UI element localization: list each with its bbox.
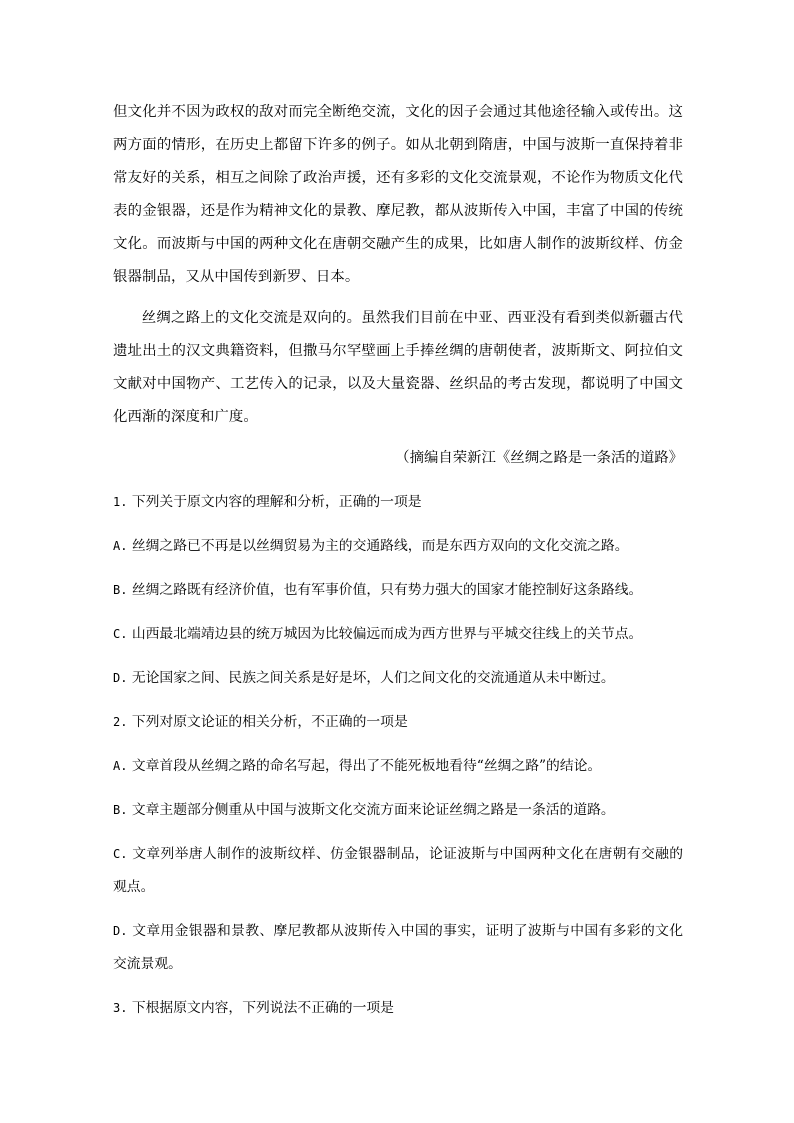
question-3-stem — [113, 992, 683, 1025]
option-letter: D. — [113, 924, 128, 938]
option-letter: D. — [113, 671, 128, 685]
question-text: 下列对原文论证的相关分析，不正确的一项是 — [131, 714, 408, 730]
option-letter: B. — [113, 803, 128, 817]
question-1-option-d — [113, 662, 683, 695]
article-source: （摘编自荣新江《丝绸之路是一条活的道路》 — [395, 450, 683, 466]
option-text: 文章首段从丝绸之路的命名写起，得出了不能死板地看待“丝绸之路”的结论。 — [131, 758, 602, 774]
option-letter: B. — [113, 583, 128, 597]
question-1-stem — [113, 486, 683, 519]
question-1-option-b — [113, 574, 683, 607]
question-number: 2. — [113, 715, 128, 729]
option-text: 丝绸之路已不再是以丝绸贸易为主的交通路线，而是东西方双向的文化交流之路。 — [131, 538, 629, 554]
option-text: 无论国家之间、民族之间关系是好是坏，人们之间文化的交流通道从未中断过。 — [131, 670, 615, 686]
question-2-option-b — [113, 794, 683, 827]
option-letter: A. — [113, 539, 128, 553]
question-2-stem — [113, 706, 683, 739]
question-text: 下列关于原文内容的理解和分析，正确的一项是 — [131, 494, 422, 510]
question-2-option-a — [113, 750, 683, 783]
question-number: 3. — [113, 1001, 128, 1015]
question-text: 下根据原文内容，下列说法不正确的一项是 — [131, 1000, 394, 1016]
option-text: 文章主题部分侧重从中国与波斯文化交流方面来论证丝绸之路是一条活的道路。 — [131, 802, 615, 818]
option-letter: C. — [113, 847, 128, 861]
question-number: 1. — [113, 495, 128, 509]
question-2-option-d — [113, 915, 683, 981]
article-paragraph-1: 但文化并不因为政权的敌对而完全断绝交流，文化的因子会通过其他途径输入或传出。这两方面的情形，在历史上都留下许多的例子。如从北朝到隋唐，中国与波斯一直保持着非常友好的关系，相互之间除了政治声援，还有多彩的文化交流景观，不论作为物质文化代表的金银器，还是作为精神文化的景教、摩尼教，都从波斯传入中国，丰富了中国的传统文化。而波斯与中国的两种文化在唐朝交融产生的成果，比如唐人制作的波斯纹样、仿金银器制品，又从中国传到新罗、日本。 — [113, 104, 683, 285]
option-text: 文章用金银器和景教、摩尼教都从波斯传入中国的事实，证明了波斯与中国有多彩的文化交流景观。 — [113, 923, 684, 972]
option-text: 文章列举唐人制作的波斯纹样、仿金银器制品，论证波斯与中国两种文化在唐朝有交融的观点。 — [113, 846, 684, 895]
article-paragraph-2: 丝绸之路上的文化交流是双向的。虽然我们目前在中亚、西亚没有看到类似新疆古代遗址出土的汉文典籍资料，但撒马尔罕壁画上手捧丝绸的唐朝使者，波斯斯文、阿拉伯文文献对中国物产、工艺传入的记录，以及大量瓷器、丝织品的考古发现，都说明了中国文化西渐的深度和广度。 — [113, 310, 683, 425]
question-2-option-c — [113, 838, 683, 904]
option-letter: A. — [113, 759, 128, 773]
question-1-option-a — [113, 530, 683, 563]
option-text: 山西最北端靖边县的统万城因为比较偏远而成为西方世界与平城交往线上的关节点。 — [131, 626, 643, 642]
option-text: 丝绸之路既有经济价值，也有军事价值，只有势力强大的国家才能控制好这条路线。 — [131, 582, 643, 598]
document-page — [113, 96, 683, 1036]
question-1-option-c — [113, 618, 683, 651]
option-letter: C. — [113, 627, 128, 641]
